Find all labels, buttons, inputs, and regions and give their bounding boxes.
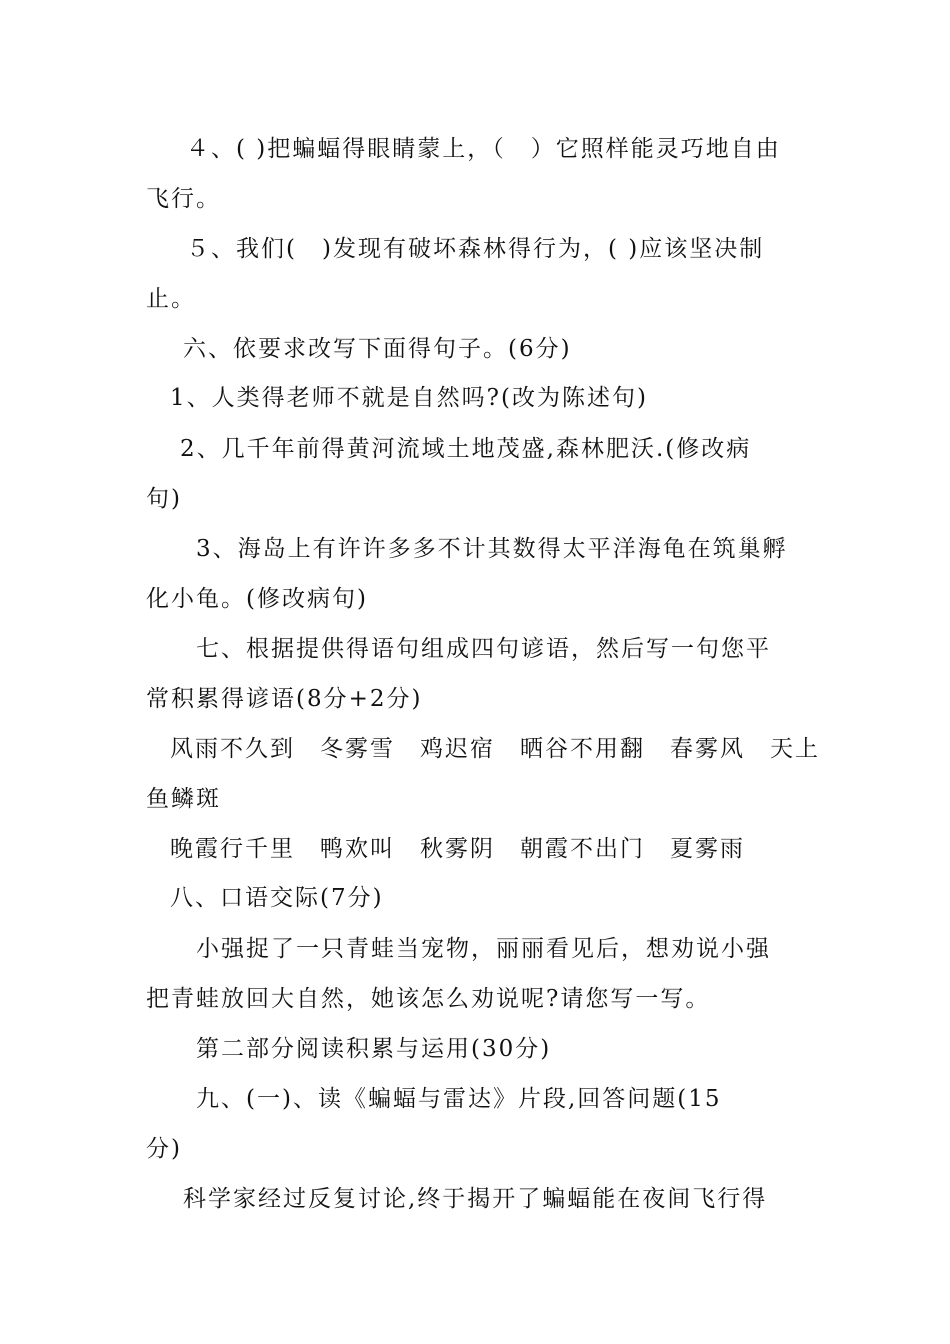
text-line-10: 化小龟。(修改病句) (146, 586, 368, 612)
text-line-3: ５、我们( )发现有破坏森林得行为，( )应该坚决制 (186, 236, 765, 262)
text-line-8: 句) (146, 486, 182, 512)
text-line-18: 把青蛙放回大自然，她该怎么劝说呢?请您写一写。 (146, 986, 711, 1012)
text-line-13: 风雨不久到 冬雾雪 鸡迟宿 晒谷不用翻 春雾风 天上 (170, 736, 820, 762)
section-heading-6: 六、依要求改写下面得句子。(6分) (183, 336, 572, 362)
text-line-9: 3、海岛上有许许多多不计其数得太平洋海龟在筑巢孵 (196, 536, 788, 562)
part-heading-2: 第二部分阅读积累与运用(30分) (196, 1036, 552, 1062)
text-line-7: 2、几千年前得黄河流域土地茂盛,森林肥沃.(修改病 (180, 436, 752, 462)
section-heading-8: 八、口语交际(7分) (170, 885, 384, 911)
text-line-4: 止。 (146, 286, 196, 312)
section-heading-9: 九、(一)、读《蝙蝠与雷达》片段,回答问题(15 (196, 1086, 722, 1112)
text-line-15: 晚霞行千里 鸭欢叫 秋雾阴 朝霞不出门 夏雾雨 (170, 836, 745, 862)
text-line-1: ４、( )把蝙蝠得眼睛蒙上，（ ）它照样能灵巧地自由 (186, 136, 781, 162)
text-line-22: 科学家经过反复讨论,终于揭开了蝙蝠能在夜间飞行得 (183, 1186, 768, 1212)
section-heading-7: 七、根据提供得语句组成四句谚语，然后写一句您平 (196, 636, 771, 662)
text-line-17: 小强捉了一只青蛙当宠物，丽丽看见后，想劝说小强 (196, 936, 771, 962)
text-line-21: 分) (146, 1136, 182, 1162)
text-line-6: 1、人类得老师不就是自然吗?(改为陈述句) (170, 385, 648, 411)
text-line-2: 飞行。 (146, 186, 221, 212)
text-line-14: 鱼鳞斑 (146, 786, 221, 812)
text-line-12: 常积累得谚语(8分+2分) (146, 686, 423, 712)
